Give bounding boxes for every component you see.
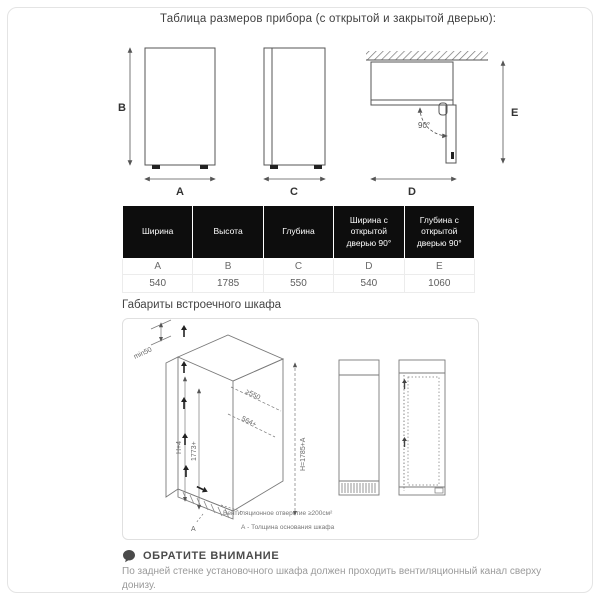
- front-height-label: B: [118, 102, 126, 114]
- value-a: 540: [123, 275, 193, 293]
- top-view-drawing: [366, 51, 503, 179]
- appliance-dimension-diagrams: [118, 40, 580, 208]
- header-width: Ширина: [123, 206, 193, 259]
- letter-d: D: [334, 259, 404, 275]
- letter-e: E: [404, 259, 474, 275]
- attention-note-header: [122, 549, 279, 563]
- base-caption: А - Толщина основания шкафа: [241, 524, 335, 531]
- label-right-height: H=1785+A: [300, 437, 307, 471]
- letter-c: C: [263, 259, 333, 275]
- attention-note-text: По задней стенке установочного шкафа должен проходить вентиляционный канал сверху донизу.: [122, 566, 542, 591]
- front-view-drawing: [130, 48, 215, 179]
- table-value-row: [123, 275, 475, 293]
- front-vent-grille: [342, 483, 375, 493]
- value-c: 550: [263, 275, 333, 293]
- open-depth-label: E: [511, 107, 519, 119]
- attention-note-title: ОБРАТИТЕ ВНИМАНИЕ: [143, 550, 280, 562]
- table-letter-row: [123, 259, 475, 275]
- cabinet-drawing: [123, 319, 476, 537]
- label-niche-depth: ≥550: [244, 388, 262, 402]
- vent-note: Вентиляционное отверстие ≥200см²: [223, 510, 333, 517]
- value-b: 1785: [193, 275, 263, 293]
- label-niche-height: 1773+: [191, 441, 198, 461]
- label-top-gap: min50: [132, 346, 154, 361]
- comment-icon: [122, 549, 136, 563]
- side-view-drawing: [264, 48, 325, 179]
- page-title: Таблица размеров прибора (с открытой и закрытой дверью):: [160, 13, 497, 25]
- letter-a: A: [123, 259, 193, 275]
- header-depth: Глубина: [263, 206, 333, 259]
- open-width-label: D: [408, 186, 416, 198]
- letter-b: B: [193, 259, 263, 275]
- cabinet-front-elevation: [339, 360, 379, 495]
- header-width-open: Ширина с открытой дверью 90°: [334, 206, 404, 259]
- value-d: 540: [334, 275, 404, 293]
- header-depth-open: Глубина с открытой дверью 90°: [404, 206, 474, 259]
- side-depth-label: C: [290, 186, 298, 198]
- front-width-label: A: [176, 186, 184, 198]
- cabinet-section-title: Габариты встроечного шкафа: [122, 299, 282, 311]
- label-niche-width: 564+: [240, 415, 258, 429]
- label-base-letter: А: [191, 526, 196, 533]
- side-section-arrows: [402, 379, 407, 447]
- table-header-row: [123, 206, 475, 259]
- cabinet-side-section: [399, 360, 445, 495]
- dimensions-table: [122, 205, 475, 293]
- header-height: Высота: [193, 206, 263, 259]
- value-e: 1060: [404, 275, 474, 293]
- door-angle-label: 90°: [418, 121, 431, 130]
- cabinet-drawing-box: [122, 318, 479, 540]
- label-h-plus: H+4: [176, 440, 183, 454]
- cabinet-isometric-view: [151, 320, 295, 523]
